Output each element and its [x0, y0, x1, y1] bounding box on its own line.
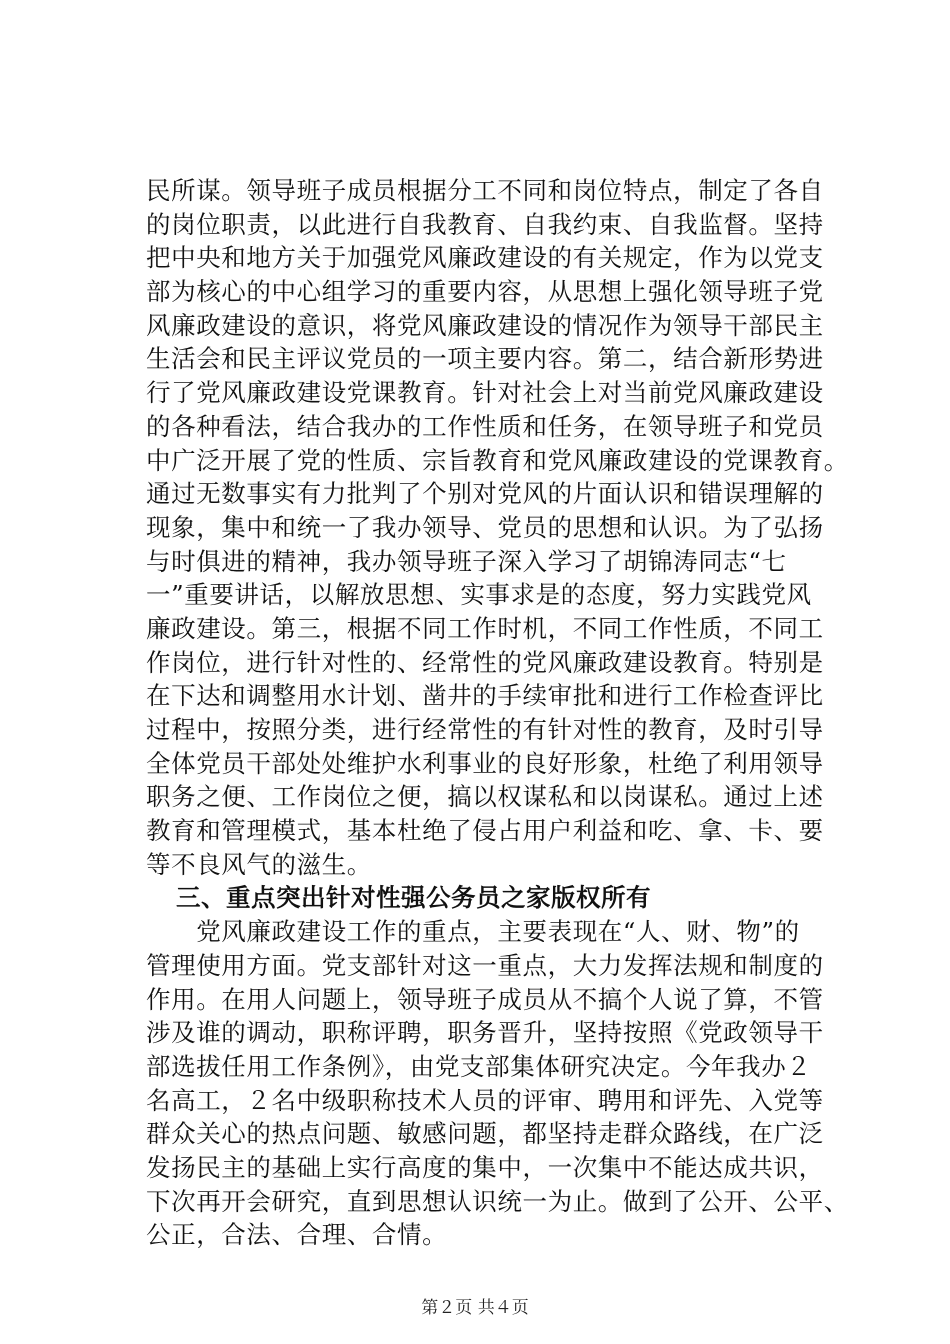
text-line: 公正，合法、合理、合情。	[146, 1220, 448, 1250]
text-line: 行了党风廉政建设党课教育。针对社会上对当前党风廉政建设	[146, 378, 824, 408]
text-line: 部为核心的中心组学习的重要内容，从思想上强化领导班子党	[146, 277, 824, 307]
text-line: 作岗位，进行针对性的、经常性的党风廉政建设教育。特别是	[146, 647, 824, 677]
text-line: 把中央和地方关于加强党风廉政建设的有关规定，作为以党支	[146, 243, 824, 273]
text-line: 通过无数事实有力批判了个别对党风的片面认识和错误理解的	[146, 479, 824, 509]
page-number-footer: 第２页 共４页	[421, 1298, 529, 1318]
text-line: 民所谋。领导班子成员根据分工不同和岗位特点，制定了各自	[146, 176, 824, 205]
text-line: 过程中，按照分类，进行经常性的有针对性的教育，及时引导	[146, 715, 824, 744]
text-line: 风廉政建设的意识，将党风廉政建设的情况作为领导干部民主	[146, 310, 824, 340]
text-line: 职务之便、工作岗位之便，搞以权谋私和以岗谋私。通过上述	[146, 782, 824, 812]
text-line: 一”重要讲话，以解放思想、实事求是的态度，努力实践党风	[146, 580, 812, 610]
text-line: 管理使用方面。党支部针对这一重点，大力发挥法规和制度的	[146, 950, 824, 980]
text-line: 群众关心的热点问题、敏感问题，都坚持走群众路线，在广泛	[146, 1119, 824, 1149]
text-line: 在下达和调整用水计划、凿井的手续审批和进行工作检查评比	[146, 681, 824, 711]
paragraph-key-points	[146, 915, 849, 1252]
text-line: 发扬民主的基础上实行高度的集中，一次集中不能达成共识，	[146, 1152, 824, 1182]
text-line: 全体党员干部处处维护水利事业的良好形象，杜绝了利用领导	[146, 748, 824, 778]
text-line: 生活会和民主评议党员的一项主要内容。第二，结合新形势进	[146, 344, 824, 374]
section-heading: 三、重点突出针对性强公务员之家版权所有	[176, 883, 651, 913]
text-line: 名高工，２名中级职称技术人员的评审、聘用和评先、入党等	[146, 1085, 824, 1115]
text-line: 党风廉政建设工作的重点，主要表现在“人、财、物”的	[146, 917, 800, 947]
text-line: 的岗位职责，以此进行自我教育、自我约束、自我监督。坚持	[146, 209, 824, 239]
text-line: 的各种看法，结合我办的工作性质和任务，在领导班子和党员	[146, 411, 824, 441]
document-body	[146, 174, 849, 1252]
text-line: 等不良风气的滋生。	[146, 849, 372, 879]
text-line: 中广泛开展了党的性质、宗旨教育和党风廉政建设的党课教育。	[146, 445, 849, 475]
paragraph-education	[146, 174, 849, 881]
text-line: 作用。在用人问题上，领导班子成员从不搞个人说了算，不管	[146, 984, 824, 1014]
text-line: 廉政建设。第三，根据不同工作时机，不同工作性质，不同工	[146, 613, 824, 643]
text-line: 下次再开会研究，直到思想认识统一为止。做到了公开、公平、	[146, 1186, 849, 1216]
text-line: 涉及谁的调动，职称评聘，职务晋升，坚持按照《党政领导干	[146, 1018, 824, 1048]
text-line: 部选拔任用工作条例》，由党支部集体研究决定。今年我办２	[146, 1051, 812, 1081]
text-line: 与时俱进的精神，我办领导班子深入学习了胡锦涛同志“七	[146, 546, 787, 576]
text-line: 教育和管理模式，基本杜绝了侵占用户利益和吃、拿、卡、要	[146, 816, 824, 846]
text-line: 现象，集中和统一了我办领导、党员的思想和认识。为了弘扬	[146, 512, 824, 542]
